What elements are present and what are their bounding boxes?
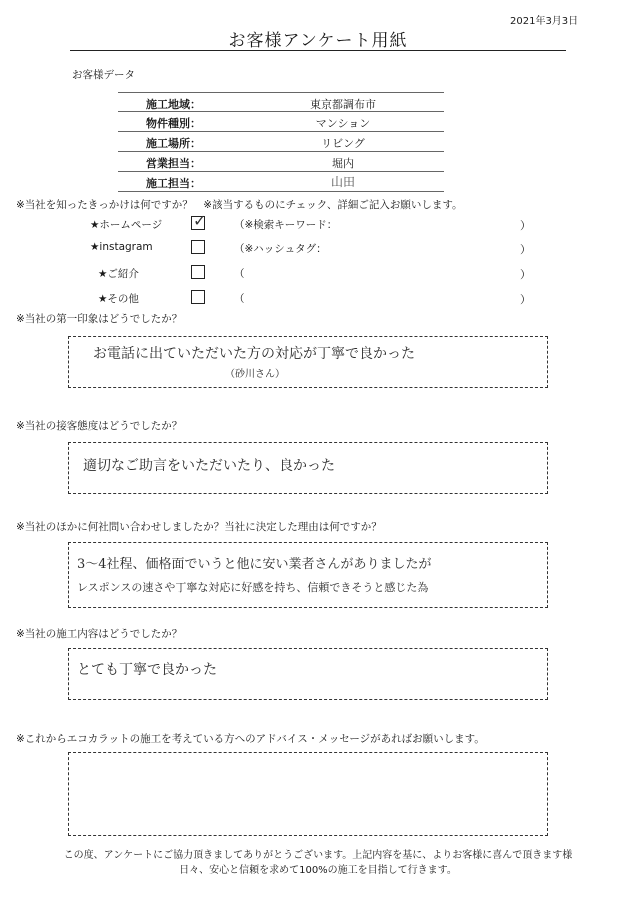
q3-answer-box[interactable] (68, 442, 548, 494)
source-homepage-note: （※検索キーワード： (234, 219, 338, 231)
source-other-label: ★その他 (98, 293, 139, 305)
source-referral-label: ★ご紹介 (98, 268, 139, 280)
customer-row-area (118, 92, 444, 112)
source-instagram-close: ） (520, 243, 531, 256)
customer-row-property (118, 112, 444, 132)
q3-answer: 適切なご助言をいただいたり、良かった (83, 458, 335, 474)
source-homepage-checkbox[interactable] (191, 211, 207, 230)
source-instagram-note: （※ハッシュタグ： (234, 243, 327, 255)
source-other-note: （ (234, 293, 245, 305)
footer-message (0, 848, 636, 878)
source-instagram-label: ★instagram (90, 241, 153, 253)
q3-question: ※当社の接客態度はどうでしたか？ (16, 420, 183, 432)
customer-label: 施工場所： (146, 137, 201, 150)
q2-answer-box[interactable] (68, 336, 548, 388)
source-other-close: ） (520, 293, 531, 306)
source-homepage-label: ★ホームページ (90, 219, 163, 231)
check-mark-icon: ✓ (193, 211, 207, 230)
customer-value: マンション (315, 117, 371, 130)
customer-value-handwritten: 山田 (330, 175, 355, 189)
q4-answer-line2: レスポンスの速さや丁寧な対応に好感を持ち、信頼できそうと感じた為 (77, 581, 429, 594)
q6-answer-box[interactable] (68, 752, 548, 836)
footer-line-2: 日々、安心と信頼を求めて100%の施工を目指して行きます。 (179, 865, 457, 876)
customer-label: 施工地域： (146, 98, 201, 111)
customer-label: 施工担当： (146, 177, 201, 190)
customer-data-heading: お客様データ (72, 69, 135, 81)
page-title: お客様アンケート用紙 (228, 31, 408, 51)
q5-question: ※当社の施工内容はどうでしたか？ (16, 628, 183, 640)
q2-question: ※当社の第一印象はどうでしたか？ (16, 313, 183, 325)
q4-answer-line1: 3～4社程、価格面でいうと他に安い業者さんがありましたが (77, 557, 432, 572)
customer-row-sales (118, 152, 444, 172)
q6-question: ※これからエコカラットの施工を考えている方へのアドバイス・メッセージがあればお願いします。 (16, 733, 485, 745)
footer-line-1: この度、アンケートにご協力頂きましてありがとうございます。上記内容を基に、よりお客様に喜んで頂きます様 (63, 850, 573, 861)
q2-answer-line1: お電話に出ていただいた方の対応が丁寧で良かった (93, 346, 415, 362)
source-referral-checkbox[interactable] (191, 265, 205, 279)
customer-value: 東京都調布市 (310, 98, 376, 111)
q2-answer-line2: （砂川さん） (225, 369, 285, 380)
customer-label: 営業担当： (146, 157, 201, 170)
q4-question: ※当社のほかに何社問い合わせしましたか？当社に決定した理由は何ですか？ (16, 521, 382, 533)
source-referral-close: ） (520, 268, 531, 281)
source-referral-note: （ (234, 268, 245, 280)
customer-row-location (118, 132, 444, 152)
customer-label: 物件種別： (146, 117, 201, 130)
title-underline (70, 50, 566, 51)
customer-value: 堀内 (332, 157, 354, 170)
customer-value: リビング (321, 137, 365, 150)
q5-answer: とても丁寧で良かった (77, 662, 217, 678)
source-homepage-close: ） (520, 219, 531, 232)
q1-question: ※当社を知ったきっかけは何ですか？ ※該当するものにチェック、詳細ご記入お願いします。 (16, 199, 463, 211)
survey-date: 2021年3月3日 (510, 16, 579, 27)
customer-row-installer (118, 172, 444, 192)
source-instagram-checkbox[interactable] (191, 240, 205, 254)
q4-answer-box[interactable] (68, 542, 548, 608)
source-other-checkbox[interactable] (191, 290, 205, 304)
q5-answer-box[interactable] (68, 648, 548, 700)
